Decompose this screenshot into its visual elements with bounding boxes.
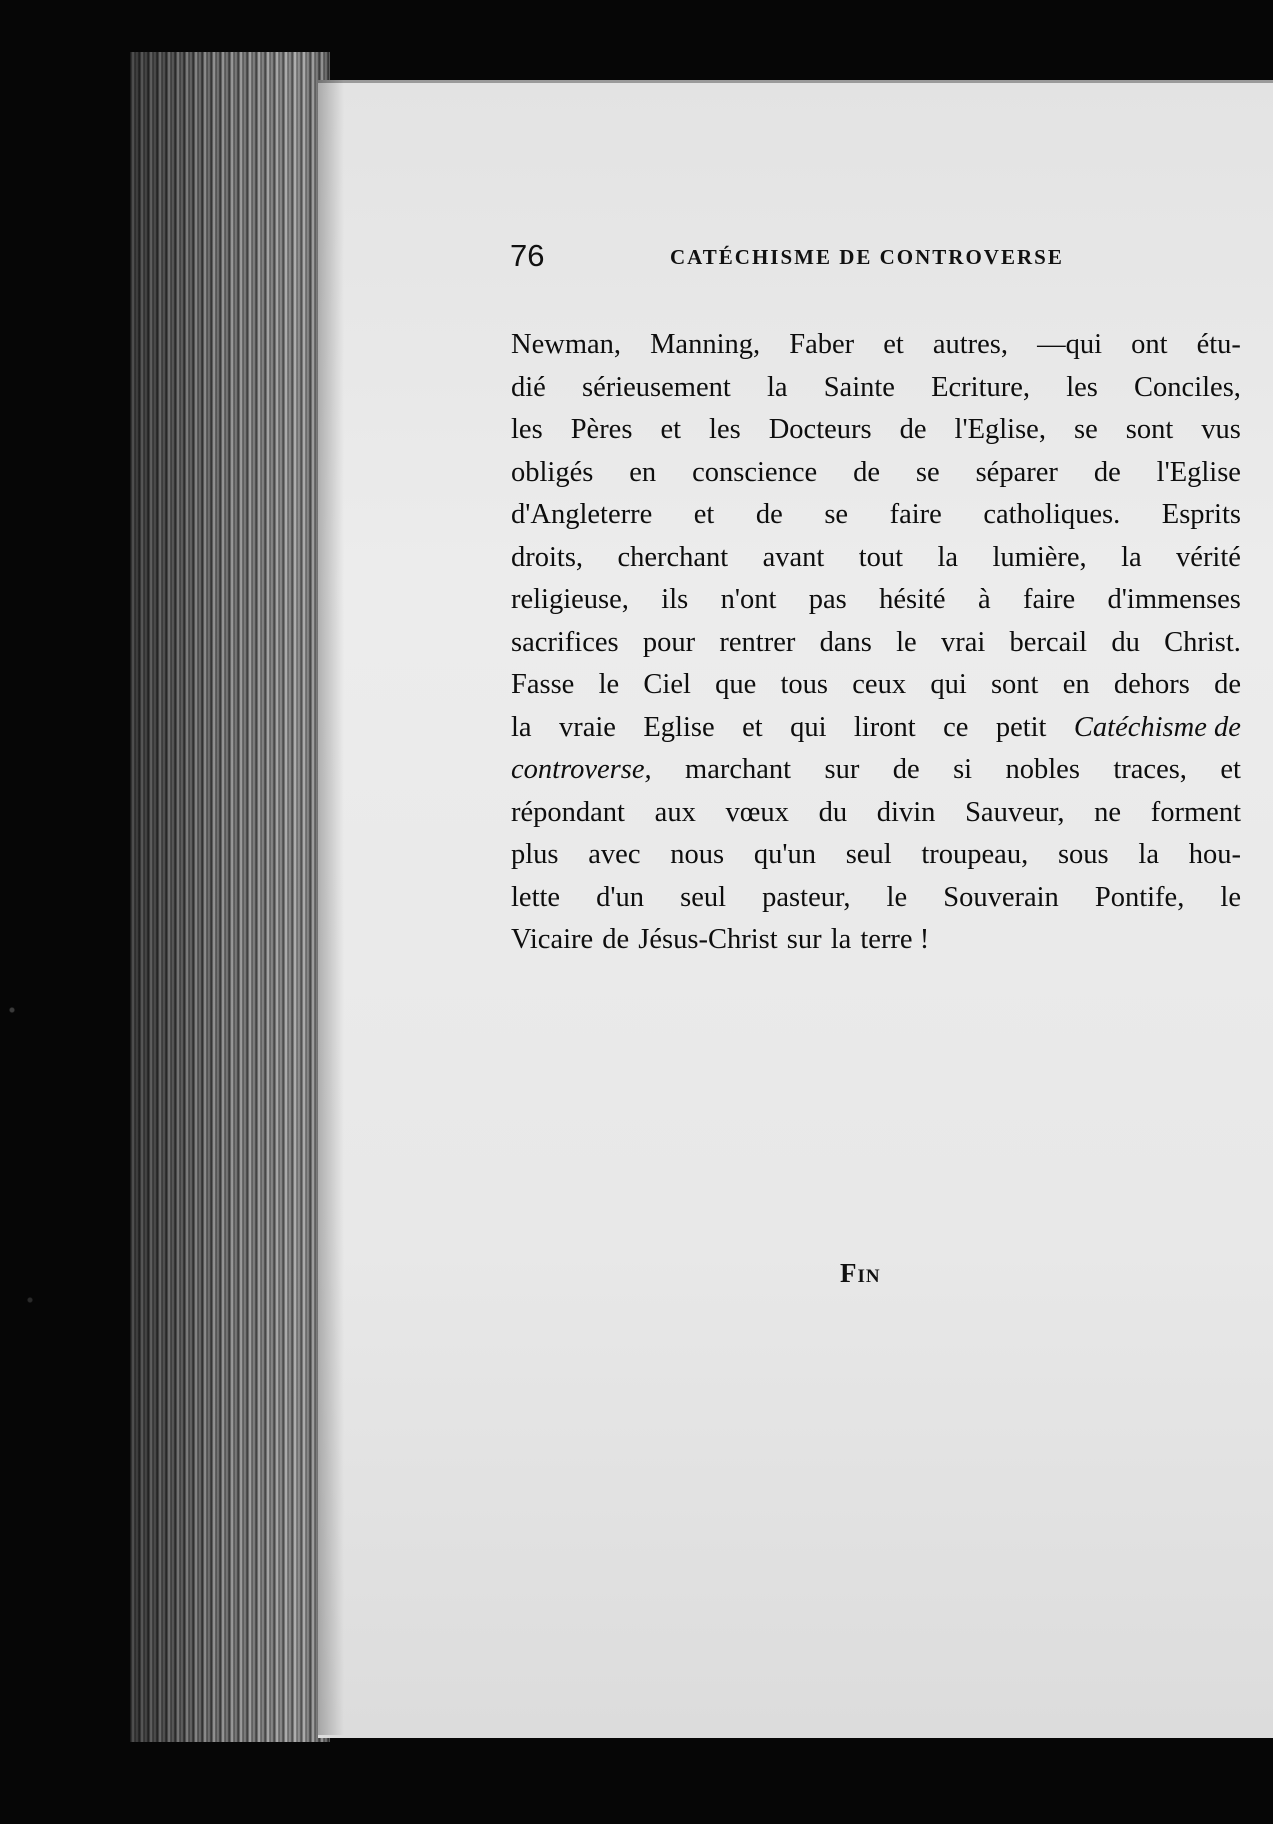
word: et	[660, 414, 682, 445]
word: l'Eglise	[1156, 456, 1241, 488]
word: Manning,	[650, 329, 761, 360]
word: à	[977, 584, 991, 615]
text-line	[511, 494, 1241, 537]
word: de	[602, 924, 630, 955]
word: hou-	[1188, 839, 1241, 870]
word: ont	[1131, 329, 1168, 360]
word: Pontife,	[1094, 881, 1185, 913]
word: pasteur,	[762, 881, 851, 913]
word: dié	[511, 371, 546, 403]
word: forment	[1150, 796, 1241, 828]
word: de	[755, 499, 783, 530]
word: d'un	[596, 881, 645, 913]
word: les	[709, 414, 741, 445]
word: si	[953, 754, 973, 785]
word: Sainte	[823, 371, 895, 403]
word: Fasse	[511, 669, 575, 700]
word: vœux	[725, 796, 789, 828]
word: la	[937, 541, 959, 573]
word: traces,	[1113, 754, 1187, 785]
word: controverse,	[511, 754, 652, 785]
word: et	[693, 499, 715, 530]
word: faire	[889, 499, 942, 530]
word: catholiques.	[983, 499, 1121, 530]
word: religieuse,	[511, 584, 629, 615]
text-line	[511, 452, 1241, 495]
word: n'ont	[720, 584, 777, 615]
word: rentrer	[719, 626, 796, 658]
word: obligés	[511, 456, 594, 488]
word: troupeau,	[921, 839, 1029, 870]
page-gutter-shadow	[318, 80, 344, 1735]
word: qui	[930, 669, 967, 700]
word: du	[1111, 626, 1140, 658]
word: Jésus-Christ	[638, 924, 778, 955]
text-line	[511, 707, 1241, 750]
word: divin	[876, 796, 936, 828]
word: Ecriture,	[931, 371, 1031, 403]
word: aux	[654, 796, 696, 828]
word: du	[818, 796, 848, 828]
word: seul	[680, 881, 727, 913]
fin-label	[840, 1258, 881, 1289]
word: séparer	[975, 456, 1058, 488]
word: le	[1220, 881, 1241, 913]
word: Esprits	[1161, 499, 1241, 530]
running-title: CATÉCHISME DE CONTROVERSE	[670, 245, 1064, 269]
word: vus	[1201, 414, 1241, 445]
word: Conciles,	[1134, 371, 1241, 403]
word: d'immenses	[1107, 584, 1241, 615]
word: sont	[990, 669, 1039, 700]
word: répondant	[511, 796, 625, 828]
word: faire	[1022, 584, 1076, 615]
word: nous	[670, 839, 725, 870]
word: de	[1214, 669, 1241, 700]
word: droits,	[511, 541, 584, 573]
word: sont	[1125, 414, 1174, 445]
word: lette	[511, 881, 561, 913]
word: Sauveur,	[965, 796, 1065, 828]
word: la	[1121, 541, 1142, 573]
text-line	[511, 367, 1241, 410]
word: se	[824, 499, 849, 530]
word: Souverain	[943, 881, 1059, 913]
page-number: 76	[510, 238, 545, 273]
word: Faber	[789, 329, 855, 360]
word: tout	[858, 541, 904, 573]
word: lumière,	[992, 541, 1087, 573]
word: autres,	[932, 329, 1009, 360]
word: Ciel	[643, 669, 691, 700]
word: la	[830, 924, 852, 955]
word: pas	[808, 584, 847, 615]
word: le	[886, 881, 908, 913]
word: Docteurs	[768, 414, 872, 445]
word: de	[853, 456, 880, 488]
word: terre !	[860, 924, 930, 955]
text-line	[511, 622, 1241, 665]
word: qu'un	[753, 839, 816, 870]
word: d'Angleterre	[511, 499, 653, 530]
text-line	[511, 409, 1241, 452]
word: Newman,	[511, 329, 622, 360]
word: ceux	[852, 669, 907, 700]
word: sur	[824, 754, 860, 785]
word: Catéchisme de	[1073, 711, 1241, 743]
word: tous	[780, 669, 829, 700]
word: seul	[845, 839, 892, 870]
text-line	[511, 834, 1241, 877]
word: vrai	[940, 626, 986, 658]
word: de	[1093, 456, 1121, 488]
text-line	[511, 664, 1241, 707]
word: petit	[995, 711, 1047, 743]
text-line	[511, 324, 1241, 367]
word: le	[896, 626, 917, 658]
word: bercail	[1009, 626, 1088, 658]
word: avant	[762, 541, 825, 573]
word: Vicaire	[511, 924, 594, 955]
word: dans	[819, 626, 872, 658]
word: vérité	[1176, 541, 1241, 573]
word: sacrifices	[511, 626, 619, 658]
word: —qui	[1037, 329, 1103, 360]
word: l'Eglise,	[954, 414, 1046, 445]
word: ils	[661, 584, 689, 615]
word: sur	[786, 924, 822, 955]
word: la	[1138, 839, 1159, 870]
book-page-edges-shade	[130, 52, 330, 1742]
word: sérieusement	[582, 371, 731, 403]
word: ne	[1094, 796, 1122, 828]
word: dehors	[1113, 669, 1190, 700]
word: marchant	[685, 754, 792, 785]
text-line	[511, 579, 1241, 622]
word: le	[598, 669, 620, 700]
word: vraie	[559, 711, 616, 743]
word: en	[629, 456, 657, 488]
word: en	[1062, 669, 1090, 700]
word: sous	[1057, 839, 1109, 870]
text-line	[511, 919, 1241, 962]
text-line	[511, 792, 1241, 835]
word: plus	[511, 839, 559, 870]
word: que	[715, 669, 757, 700]
word: de	[892, 754, 920, 785]
word: les	[511, 414, 543, 445]
word: et	[1220, 754, 1241, 785]
word: de	[899, 414, 927, 445]
word: la	[766, 371, 788, 403]
word: et	[742, 711, 763, 743]
body-text	[511, 324, 1241, 962]
word: la	[511, 711, 532, 743]
word: qui	[790, 711, 827, 743]
word: Christ.	[1164, 626, 1241, 658]
text-line	[511, 877, 1241, 920]
word: liront	[853, 711, 916, 743]
word: pour	[642, 626, 696, 658]
fin-text: Fin	[840, 1258, 881, 1288]
word: ce	[943, 711, 969, 743]
word: hésité	[879, 584, 946, 615]
word: se	[915, 456, 940, 488]
word: Pères	[570, 414, 633, 445]
text-line	[511, 749, 1241, 792]
word: avec	[588, 839, 641, 870]
word: cherchant	[617, 541, 729, 573]
word: étu-	[1196, 329, 1241, 360]
word: nobles	[1005, 754, 1080, 785]
word: et	[883, 329, 904, 360]
word: conscience	[692, 456, 818, 488]
running-head	[510, 236, 1190, 276]
text-line	[511, 537, 1241, 580]
word: Eglise	[643, 711, 715, 743]
word: les	[1066, 371, 1098, 403]
word: se	[1073, 414, 1098, 445]
